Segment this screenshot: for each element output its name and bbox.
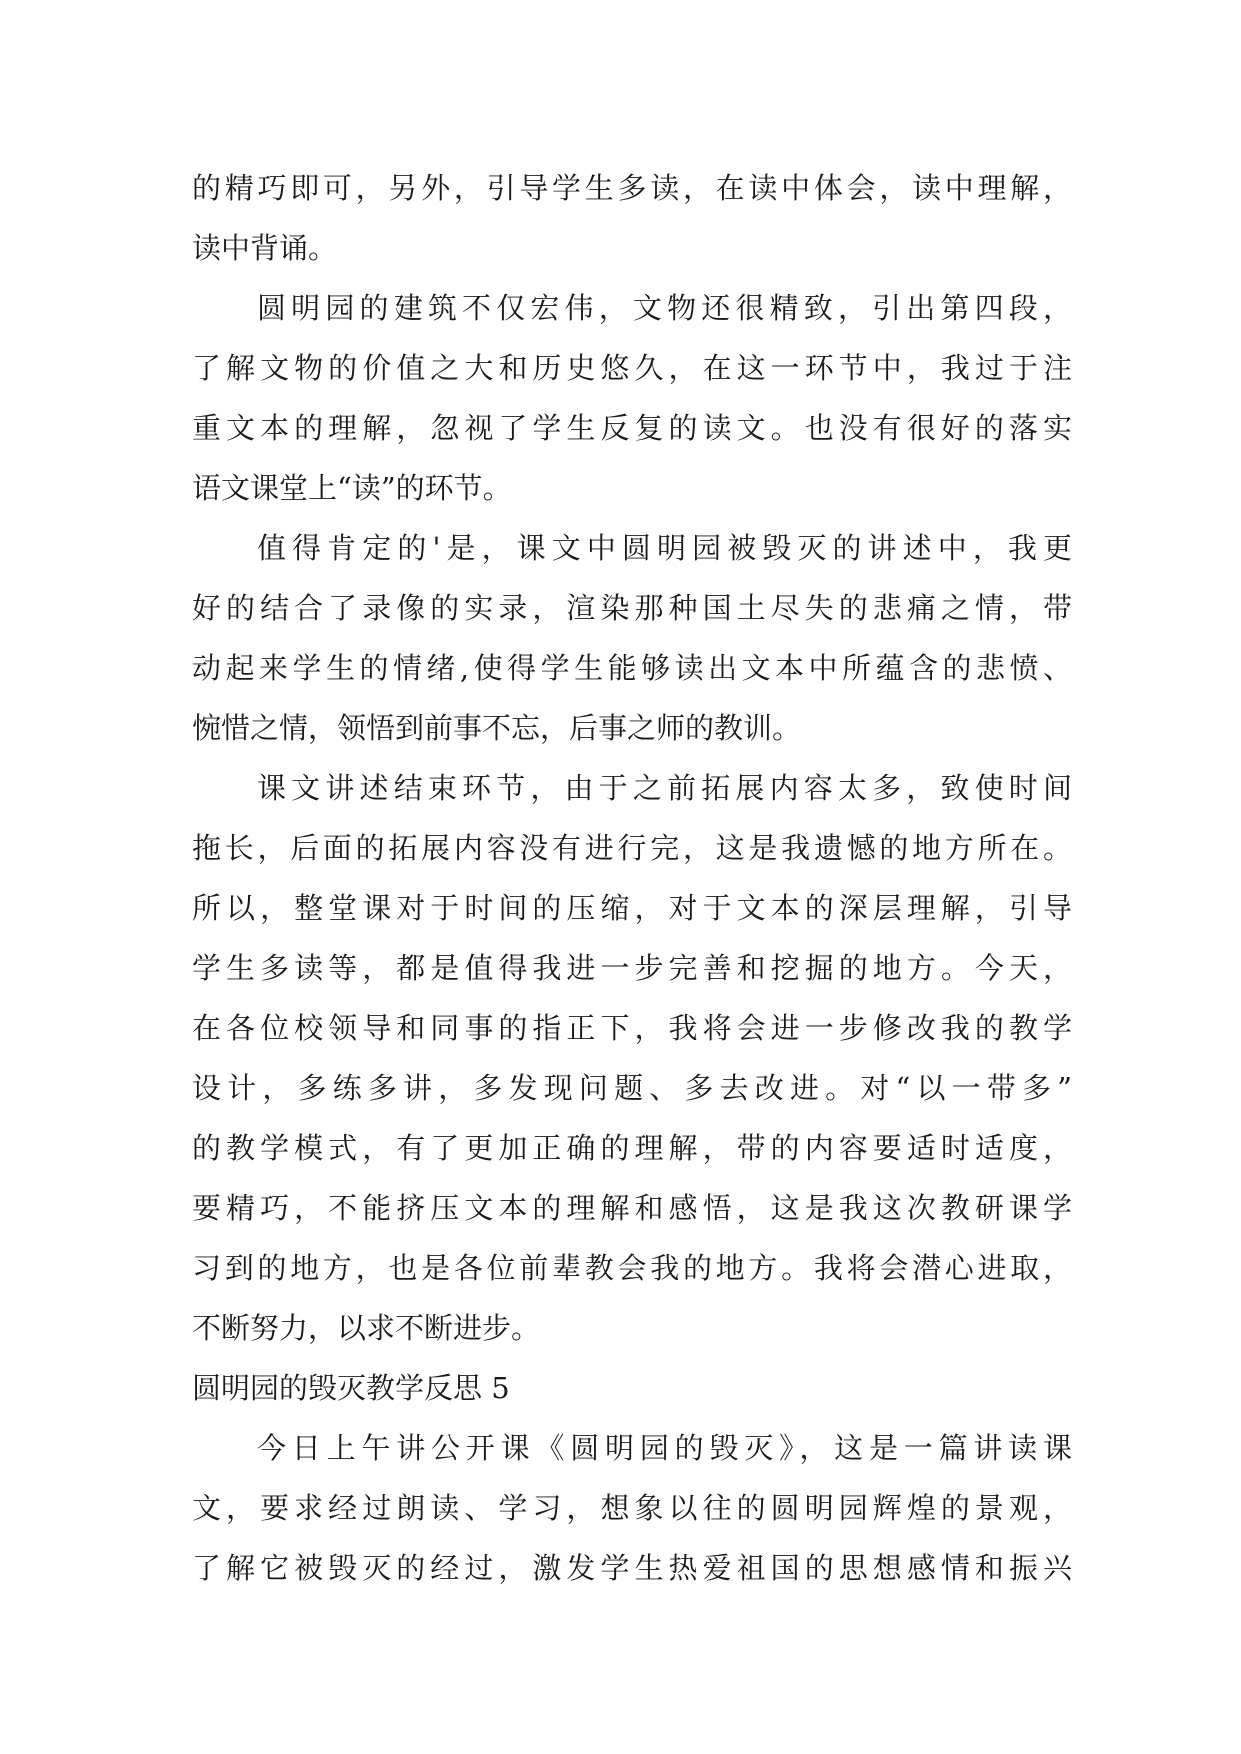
text-line: 不断努力，以求不断进步。 xyxy=(192,1311,541,1345)
text-line: 好的结合了录像的实录，渲染那种国土尽失的悲痛之情，带 xyxy=(192,591,1072,625)
text-line: 读中背诵。 xyxy=(192,231,338,265)
text-line: 语文课堂上“读”的环节。 xyxy=(192,471,512,505)
text-line: 惋惜之情，领悟到前事不忘，后事之师的教训。 xyxy=(192,711,802,745)
paragraph-5 xyxy=(192,1418,1072,1598)
text-line: 值得肯定的'是，课文中圆明园被毁灭的讲述中，我更 xyxy=(257,531,1072,565)
text-line: 圆明园的建筑不仅宏伟，文物还很精致，引出第四段， xyxy=(257,291,1072,325)
text-line: 拖长，后面的拓展内容没有进行完，这是我遗憾的地方所在。 xyxy=(192,831,1072,865)
paragraph-4 xyxy=(192,758,1072,1358)
text-line: 了解文物的价值之大和历史悠久，在这一环节中，我过于注 xyxy=(192,351,1072,385)
text-line: 课文讲述结束环节，由于之前拓展内容太多，致使时间 xyxy=(257,771,1072,805)
paragraph-2 xyxy=(192,278,1072,518)
paragraph-3 xyxy=(192,518,1072,758)
section-heading: 圆明园的毁灭教学反思 5 xyxy=(192,1371,510,1405)
document-body xyxy=(192,158,1072,1598)
text-line: 重文本的理解，忽视了学生反复的读文。也没有很好的落实 xyxy=(192,411,1072,445)
text-line: 学生多读等，都是值得我进一步完善和挖掘的地方。今天， xyxy=(192,951,1072,985)
text-line: 习到的地方，也是各位前辈教会我的地方。我将会潜心进取， xyxy=(192,1251,1072,1285)
text-line: 文，要求经过朗读、学习，想象以往的圆明园辉煌的景观， xyxy=(192,1491,1072,1525)
text-line: 要精巧，不能挤压文本的理解和感悟，这是我这次教研课学 xyxy=(192,1191,1072,1225)
text-line: 的精巧即可，另外，引导学生多读，在读中体会，读中理解， xyxy=(192,171,1072,205)
text-line: 的教学模式，有了更加正确的理解，带的内容要适时适度， xyxy=(192,1131,1072,1165)
text-line: 所以，整堂课对于时间的压缩，对于文本的深层理解，引导 xyxy=(192,891,1072,925)
text-line: 了解它被毁灭的经过，激发学生热爱祖国的思想感情和振兴 xyxy=(192,1551,1072,1585)
text-line: 今日上午讲公开课《圆明园的毁灭》，这是一篇讲读课 xyxy=(257,1431,1072,1465)
paragraph-1 xyxy=(192,158,1072,278)
text-line: 动起来学生的情绪,使得学生能够读出文本中所蕴含的悲愤、 xyxy=(192,651,1072,685)
text-line: 在各位校领导和同事的指正下，我将会进一步修改我的教学 xyxy=(192,1011,1072,1045)
text-line: 设计，多练多讲，多发现问题、多去改进。对“以一带多” xyxy=(192,1071,1072,1105)
